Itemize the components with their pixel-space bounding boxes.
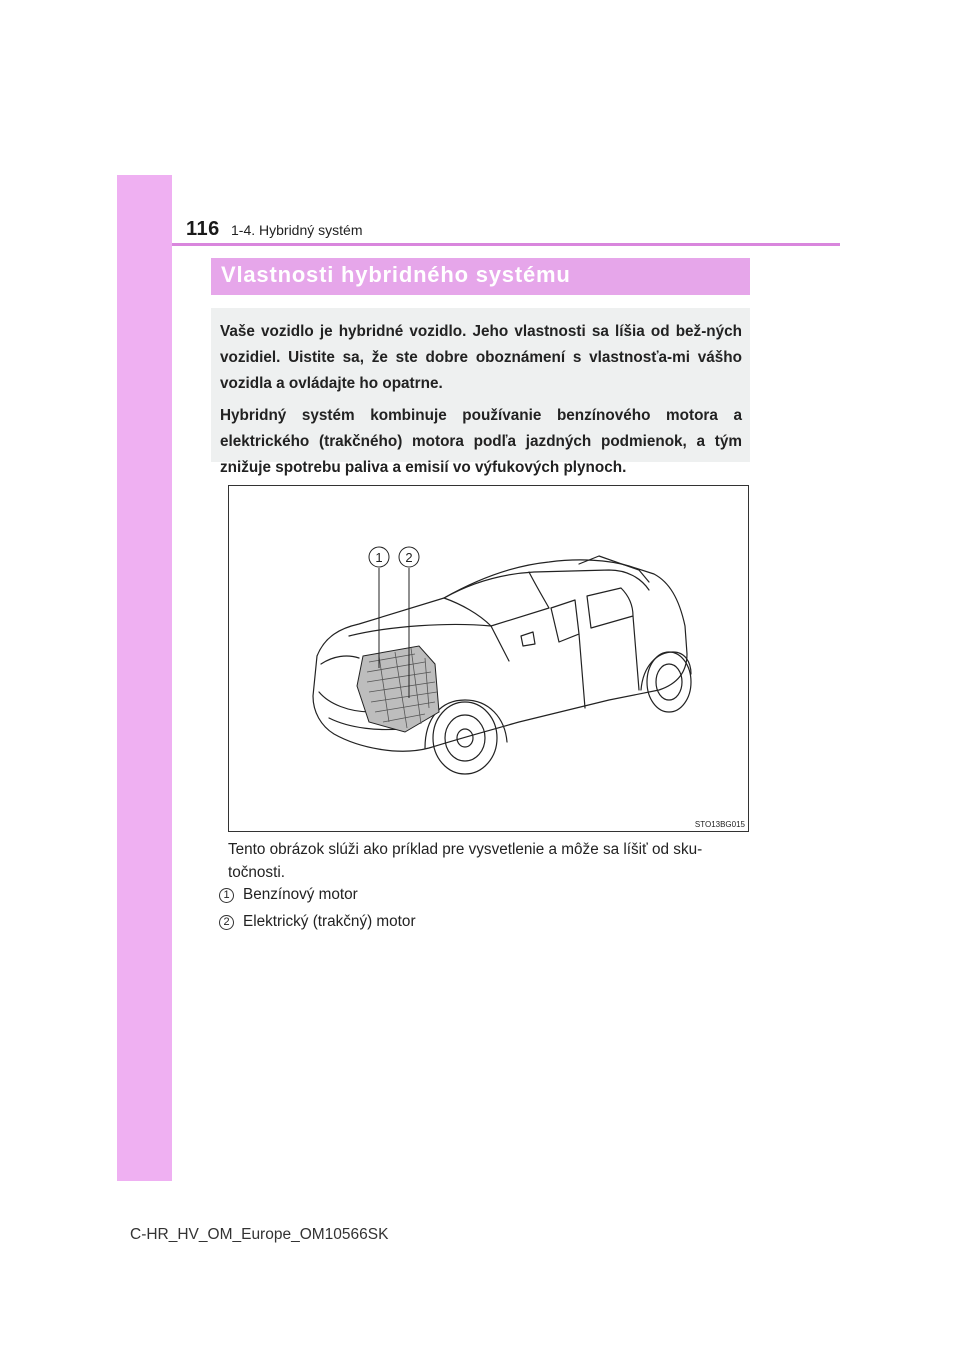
car-side-window-front [551, 600, 579, 642]
page-number: 116 [186, 218, 220, 240]
car-headlight [321, 656, 359, 664]
legend-number-2: 2 [219, 915, 234, 930]
legend-number-1: 1 [219, 888, 234, 903]
car-rear-wheel [647, 652, 691, 712]
page-footer: C-HR_HV_OM_Europe_OM10566SK [130, 1226, 389, 1243]
callout-2 [399, 547, 419, 567]
car-door-line-2 [633, 616, 639, 690]
car-roof-line [444, 570, 649, 598]
section-header: 1-4. Hybridný systém [231, 222, 363, 238]
car-mirror [521, 632, 535, 646]
callout-1 [369, 547, 389, 567]
car-windshield [444, 572, 549, 626]
car-door-line [579, 634, 585, 708]
intro-paragraph-1: Vaše vozidlo je hybridné vozidlo. Jeho vlastnosti sa líšia od bež-ných vozidiel. Uistite sa, že ste dobre oboznámení s vlastnosťa-mi vášho vozidla a ovládajte ho opatrne. [220, 323, 742, 392]
car-drawing [229, 486, 749, 832]
car-front-wheel [433, 702, 497, 774]
callout-1-label: 1 [375, 550, 383, 565]
intro-paragraph-2: Hybridný systém kombinuje používanie benzínového motora a elektrického (trakčného) motora podľa jazdných podmienok, a tým znižuje spotrebu paliva a emisií vo výfukových plynoch. [220, 407, 742, 476]
page-title: Vlastnosti hybridného systému [221, 262, 571, 287]
figure-caption: Tento obrázok slúži ako príklad pre vysvetlenie a môže sa líšiť od sku-točnosti. [228, 841, 703, 881]
intro-box [211, 308, 750, 476]
legend-label-2: Elektrický (trakčný) motor [243, 913, 416, 930]
legend-item-1 [219, 886, 358, 904]
legend-item-2 [219, 913, 416, 931]
header-rule [172, 243, 840, 246]
title-bar [211, 258, 750, 295]
car-side-window-rear [587, 588, 633, 628]
car-illustration [228, 485, 749, 832]
callout-2-label: 2 [405, 550, 413, 565]
figure-code: STO13BG015 [694, 820, 745, 829]
chapter-side-tab [117, 175, 172, 1181]
legend-label-1: Benzínový motor [243, 886, 358, 903]
